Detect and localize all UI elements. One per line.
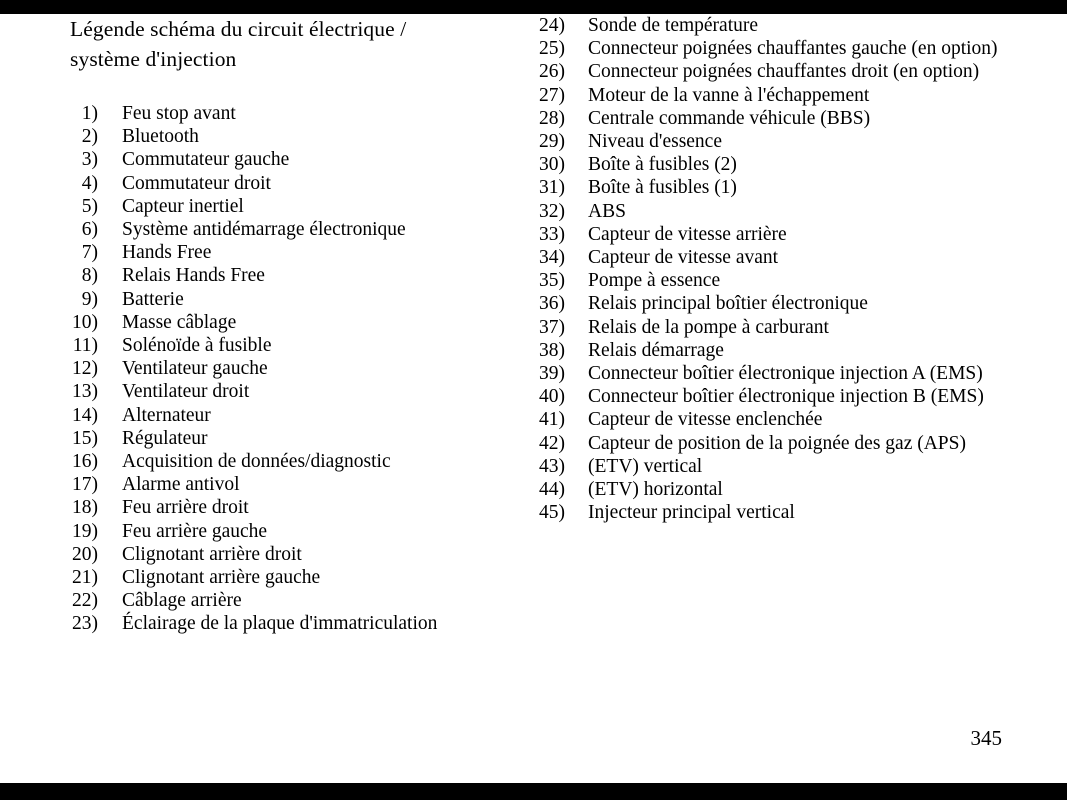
legend-item-number: 1)	[81, 103, 98, 124]
legend-item-number: 26)	[539, 61, 565, 83]
legend-item-number: 20)	[72, 543, 98, 565]
legend-item	[70, 404, 525, 427]
legend-item	[533, 37, 1028, 60]
legend-item	[533, 84, 1028, 107]
legend-item-label: Commutateur droit	[122, 172, 271, 194]
legend-item	[533, 385, 1028, 408]
legend-item-number: 25)	[539, 38, 565, 60]
legend-item	[70, 102, 525, 125]
legend-item-number: 44)	[539, 479, 565, 501]
legend-item-number: 2)	[81, 126, 98, 148]
legend-item	[533, 478, 1028, 501]
legend-item-number: 36)	[539, 293, 565, 315]
legend-item-label: Hands Free	[122, 242, 212, 264]
legend-item	[70, 520, 525, 543]
legend-item	[70, 543, 525, 566]
page-title: Légende schéma du circuit électrique / système d'injection	[70, 17, 407, 71]
legend-item	[533, 432, 1028, 455]
legend-item	[70, 288, 525, 311]
legend-item-number: 35)	[539, 270, 565, 292]
legend-item	[533, 455, 1028, 478]
legend-item-label: Relais de la pompe à carburant	[588, 316, 829, 338]
legend-item	[70, 264, 525, 287]
legend-item-number: 29)	[539, 131, 565, 153]
legend-item-label: Injecteur principal vertical	[588, 502, 795, 524]
legend-item-label: Boîte à fusibles (2)	[588, 154, 737, 176]
legend-item-number: 4)	[81, 172, 98, 194]
legend-item-number: 43)	[539, 455, 565, 477]
legend-item	[70, 218, 525, 241]
legend-item	[70, 473, 525, 496]
legend-item	[533, 316, 1028, 339]
legend-item-number: 28)	[539, 107, 565, 129]
legend-item-number: 19)	[72, 520, 98, 542]
legend-item-label: Acquisition de données/diagnostic	[122, 451, 391, 473]
legend-item-label: Pompe à essence	[588, 270, 721, 292]
legend-item-number: 5)	[81, 195, 98, 217]
legend-item	[70, 311, 525, 334]
legend-item-label: Connecteur poignées chauffantes gauche (en option)	[588, 38, 998, 60]
legend-list-right-wrapper	[533, 14, 1028, 524]
legend-item	[533, 408, 1028, 431]
legend-item-label: Connecteur poignées chauffantes droit (en option)	[588, 61, 980, 83]
legend-item-number: 23)	[72, 613, 98, 635]
legend-item-label: Masse câblage	[122, 311, 237, 333]
legend-item-label: Solénoïde à fusible	[122, 335, 272, 357]
legend-item-number: 3)	[81, 149, 98, 171]
legend-item	[70, 450, 525, 473]
legend-item-number: 13)	[72, 381, 98, 403]
legend-item-label: Clignotant arrière gauche	[122, 567, 321, 589]
legend-item	[533, 60, 1028, 83]
legend-item	[533, 339, 1028, 362]
legend-item-number: 17)	[72, 474, 98, 496]
legend-item-label: Capteur inertiel	[122, 195, 244, 217]
legend-item-label: Feu stop avant	[122, 103, 236, 124]
legend-item-number: 37)	[539, 316, 565, 338]
legend-item-label: Commutateur gauche	[122, 149, 290, 171]
legend-item	[533, 14, 1028, 37]
legend-item-number: 14)	[72, 404, 98, 426]
legend-list-left-wrapper	[70, 102, 525, 636]
legend-item-label: Connecteur boîtier électronique injection B (EMS)	[588, 386, 984, 408]
legend-item	[533, 200, 1028, 223]
legend-item	[70, 566, 525, 589]
legend-item-label: (ETV) vertical	[588, 455, 703, 477]
legend-item	[70, 427, 525, 450]
legend-item-number: 18)	[72, 497, 98, 519]
legend-item-label: Batterie	[122, 288, 184, 310]
legend-item-label: Ventilateur droit	[122, 381, 250, 403]
legend-item-number: 32)	[539, 200, 565, 222]
legend-list-left	[70, 102, 525, 636]
legend-item	[70, 589, 525, 612]
legend-item	[70, 357, 525, 380]
legend-item-label: Relais principal boîtier électronique	[588, 293, 868, 315]
legend-item-label: Connecteur boîtier électronique injection A (EMS)	[588, 363, 983, 385]
legend-item-number: 16)	[72, 451, 98, 473]
legend-item-number: 30)	[539, 154, 565, 176]
legend-item-number: 9)	[81, 288, 98, 310]
legend-item	[70, 195, 525, 218]
legend-item-number: 15)	[72, 427, 98, 449]
legend-column-left	[70, 14, 525, 636]
legend-item-label: Câblage arrière	[122, 590, 242, 612]
scan-edge-band-top	[0, 0, 1067, 14]
legend-item-label: Capteur de vitesse enclenchée	[588, 409, 823, 431]
legend-item-label: Système antidémarrage électronique	[122, 219, 406, 241]
legend-item-number: 10)	[72, 311, 98, 333]
legend-item-label: Feu arrière droit	[122, 497, 249, 519]
legend-item-number: 21)	[72, 567, 98, 589]
legend-item	[533, 292, 1028, 315]
legend-item-number: 33)	[539, 223, 565, 245]
scan-edge-band-bottom	[0, 783, 1067, 800]
legend-item	[70, 148, 525, 171]
legend-item-label: Bluetooth	[122, 126, 199, 148]
legend-item-label: Feu arrière gauche	[122, 520, 268, 542]
legend-item-number: 41)	[539, 409, 565, 431]
legend-item-label: Sonde de température	[588, 15, 759, 36]
legend-item-number: 8)	[81, 265, 98, 287]
legend-item	[533, 223, 1028, 246]
legend-item-label: Capteur de position de la poignée des gaz (APS)	[588, 432, 966, 454]
legend-item-number: 22)	[72, 590, 98, 612]
legend-item-number: 39)	[539, 363, 565, 385]
legend-item-label: Niveau d'essence	[588, 131, 722, 153]
legend-item	[533, 246, 1028, 269]
legend-item-label: Ventilateur gauche	[122, 358, 268, 380]
legend-item-number: 7)	[81, 242, 98, 264]
legend-item-label: Alternateur	[122, 404, 211, 426]
legend-item	[533, 153, 1028, 176]
legend-item-label: Centrale commande véhicule (BBS)	[588, 107, 871, 129]
legend-item-label: Régulateur	[122, 427, 208, 449]
legend-item-number: 31)	[539, 177, 565, 199]
legend-item-number: 45)	[539, 502, 565, 524]
legend-item	[533, 107, 1028, 130]
legend-item-number: 42)	[539, 432, 565, 454]
legend-item-label: Éclairage de la plaque d'immatriculation	[122, 613, 438, 635]
legend-item	[533, 501, 1028, 524]
legend-item-label: Relais démarrage	[588, 339, 724, 361]
legend-item-number: 6)	[81, 219, 98, 241]
legend-item	[533, 176, 1028, 199]
legend-item-label: Capteur de vitesse arrière	[588, 223, 787, 245]
legend-item-label: (ETV) horizontal	[588, 479, 723, 501]
legend-item-label: Relais Hands Free	[122, 265, 265, 287]
legend-item-number: 38)	[539, 339, 565, 361]
legend-item	[70, 380, 525, 403]
legend-item-number: 11)	[72, 335, 98, 357]
legend-item-label: Clignotant arrière droit	[122, 543, 302, 565]
legend-item	[70, 612, 525, 635]
legend-item-label: ABS	[588, 200, 626, 222]
legend-item	[70, 125, 525, 148]
legend-item	[70, 496, 525, 519]
legend-item	[533, 269, 1028, 292]
legend-item	[70, 334, 525, 357]
legend-item	[70, 172, 525, 195]
legend-column-right	[533, 14, 1028, 524]
legend-item-number: 34)	[539, 247, 565, 269]
legend-item-label: Moteur de la vanne à l'échappement	[588, 84, 870, 106]
legend-item-number: 27)	[539, 84, 565, 106]
legend-item	[70, 241, 525, 264]
legend-item-number: 24)	[539, 15, 565, 36]
legend-item	[533, 362, 1028, 385]
legend-item-number: 40)	[539, 386, 565, 408]
page-number: 345	[970, 726, 1002, 750]
legend-item-number: 12)	[72, 358, 98, 380]
legend-item-label: Capteur de vitesse avant	[588, 247, 779, 269]
legend-item-label: Boîte à fusibles (1)	[588, 177, 737, 199]
legend-list-right	[533, 14, 1028, 524]
legend-item-label: Alarme antivol	[122, 474, 240, 496]
document-page	[0, 14, 1067, 783]
legend-item	[533, 130, 1028, 153]
